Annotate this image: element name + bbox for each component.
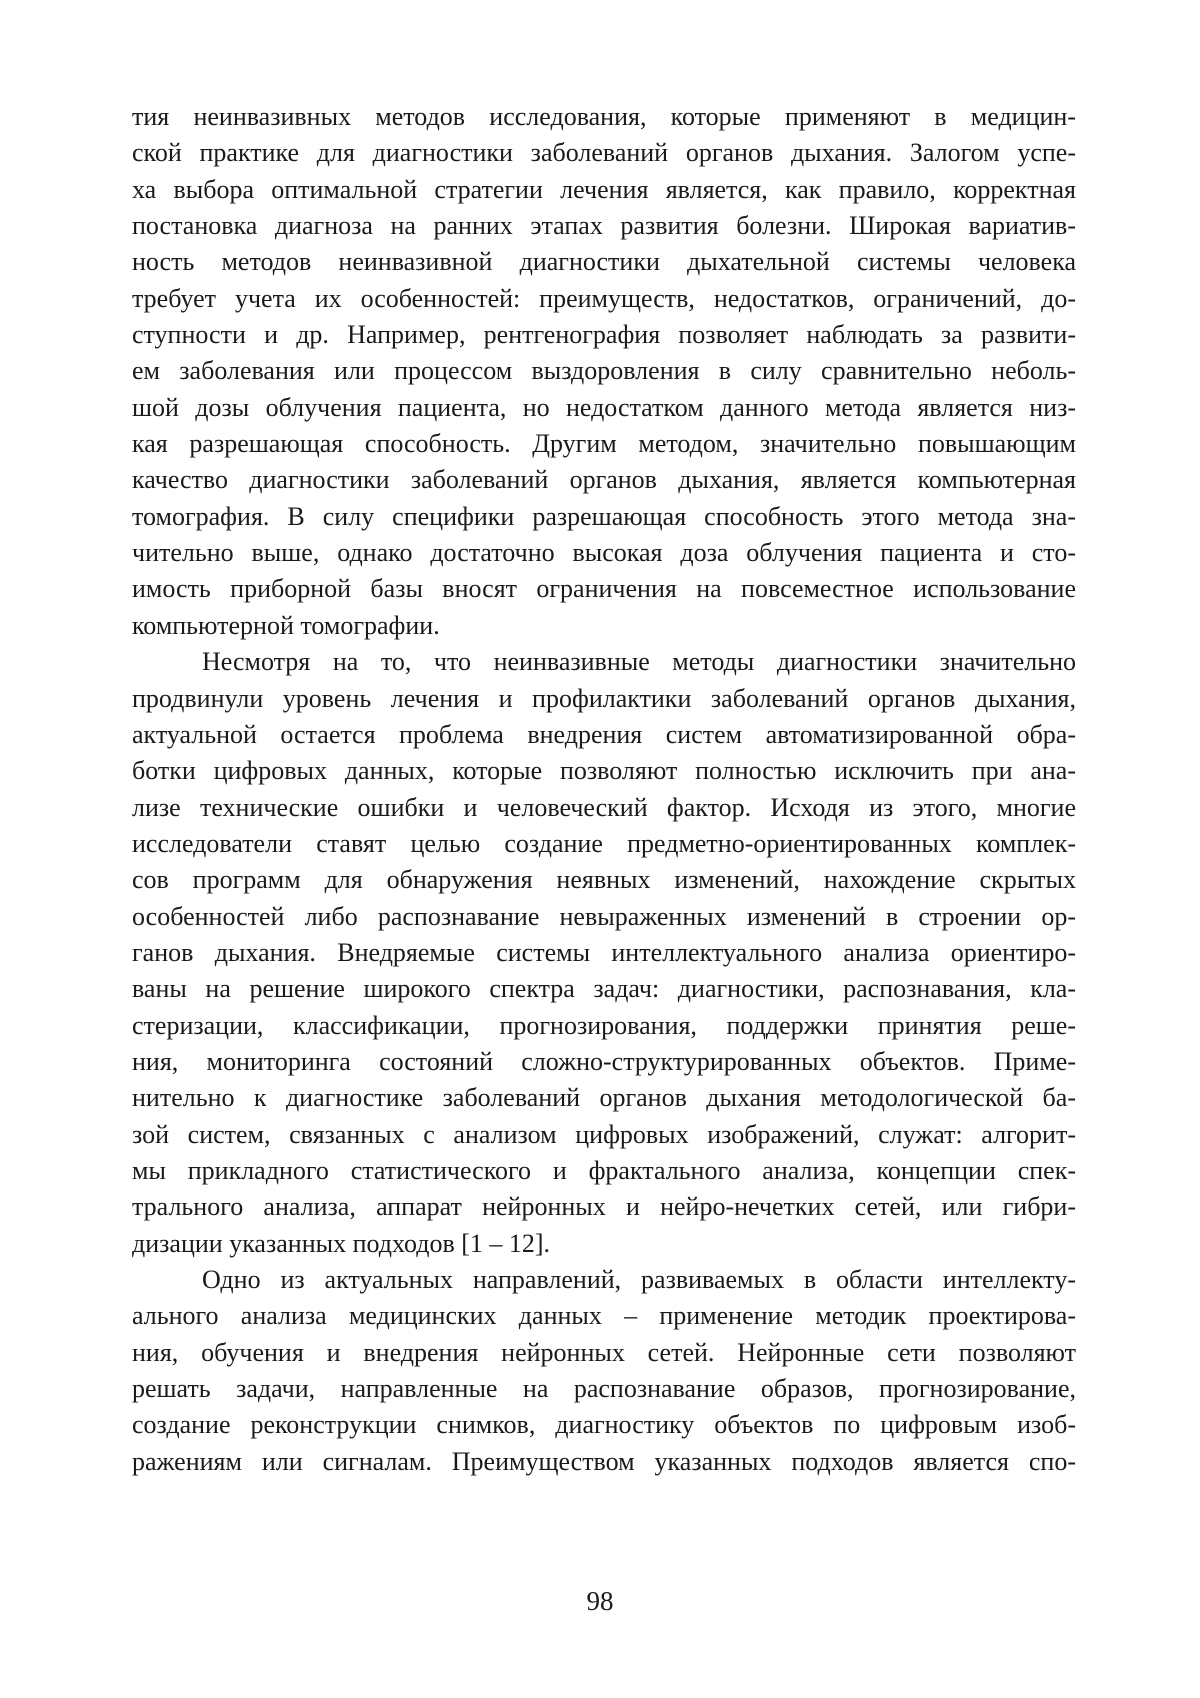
text-line: мы прикладного статистического и фрактального анализа, концепции спек- bbox=[132, 1153, 1076, 1189]
text-line: компьютерной томографии. bbox=[132, 608, 1076, 644]
text-line: сов программ для обнаружения неявных изменений, нахождение скрытых bbox=[132, 862, 1076, 898]
text-line: требует учета их особенностей: преимуществ, недостатков, ограничений, до- bbox=[132, 281, 1076, 317]
text-line: особенностей либо распознавание невыраженных изменений в строении ор- bbox=[132, 899, 1076, 935]
text-line: ния, мониторинга состояний сложно-структурированных объектов. Приме- bbox=[132, 1044, 1076, 1080]
body-text bbox=[132, 99, 1076, 1480]
text-line: томография. В силу специфики разрешающая способность этого метода зна- bbox=[132, 499, 1076, 535]
text-line: ха выбора оптимальной стратегии лечения является, как правило, корректная bbox=[132, 172, 1076, 208]
text-line: ражениям или сигналам. Преимуществом указанных подходов является спо- bbox=[132, 1444, 1076, 1480]
text-line: имость приборной базы вносят ограничения на повсеместное использование bbox=[132, 571, 1076, 607]
text-line: исследователи ставят целью создание предметно-ориентированных комплек- bbox=[132, 826, 1076, 862]
text-line: ния, обучения и внедрения нейронных сетей. Нейронные сети позволяют bbox=[132, 1335, 1076, 1371]
text-line: ность методов неинвазивной диагностики дыхательной системы человека bbox=[132, 244, 1076, 280]
text-line: решать задачи, направленные на распознавание образов, прогнозирование, bbox=[132, 1371, 1076, 1407]
text-line: Одно из актуальных направлений, развиваемых в области интеллекту- bbox=[132, 1262, 1076, 1298]
text-line: зой систем, связанных с анализом цифровых изображений, служат: алгорит- bbox=[132, 1117, 1076, 1153]
text-line: ганов дыхания. Внедряемые системы интеллектуального анализа ориентиро- bbox=[132, 935, 1076, 971]
text-line: ального анализа медицинских данных – применение методик проектирова- bbox=[132, 1298, 1076, 1334]
text-line: создание реконструкции снимков, диагностику объектов по цифровым изоб- bbox=[132, 1407, 1076, 1443]
text-line: ской практике для диагностики заболеваний органов дыхания. Залогом успе- bbox=[132, 135, 1076, 171]
text-line: продвинули уровень лечения и профилактики заболеваний органов дыхания, bbox=[132, 681, 1076, 717]
text-line: постановка диагноза на ранних этапах развития болезни. Широкая вариатив- bbox=[132, 208, 1076, 244]
text-line: кая разрешающая способность. Другим методом, значительно повышающим bbox=[132, 426, 1076, 462]
text-line: актуальной остается проблема внедрения систем автоматизированной обра- bbox=[132, 717, 1076, 753]
text-line: шой дозы облучения пациента, но недостатком данного метода является низ- bbox=[132, 390, 1076, 426]
text-line: лизе технические ошибки и человеческий фактор. Исходя из этого, многие bbox=[132, 790, 1076, 826]
text-line: стеризации, классификации, прогнозирования, поддержки принятия реше- bbox=[132, 1008, 1076, 1044]
text-line: нительно к диагностике заболеваний органов дыхания методологической ба- bbox=[132, 1080, 1076, 1116]
text-line: ботки цифровых данных, которые позволяют полностью исключить при ана- bbox=[132, 753, 1076, 789]
text-line: Несмотря на то, что неинвазивные методы диагностики значительно bbox=[132, 644, 1076, 680]
text-line: чительно выше, однако достаточно высокая доза облучения пациента и сто- bbox=[132, 535, 1076, 571]
document-page bbox=[0, 0, 1200, 1698]
text-line: ваны на решение широкого спектра задач: диагностики, распознавания, кла- bbox=[132, 971, 1076, 1007]
text-line: качество диагностики заболеваний органов дыхания, является компьютерная bbox=[132, 462, 1076, 498]
text-line: трального анализа, аппарат нейронных и нейро-нечетких сетей, или гибри- bbox=[132, 1189, 1076, 1225]
text-line: дизации указанных подходов [1 – 12]. bbox=[132, 1226, 1076, 1262]
text-line: тия неинвазивных методов исследования, которые применяют в медицин- bbox=[132, 99, 1076, 135]
text-line: ступности и др. Например, рентгенография позволяет наблюдать за развити- bbox=[132, 317, 1076, 353]
text-line: ем заболевания или процессом выздоровления в силу сравнительно неболь- bbox=[132, 353, 1076, 389]
page-number: 98 bbox=[0, 1586, 1200, 1617]
